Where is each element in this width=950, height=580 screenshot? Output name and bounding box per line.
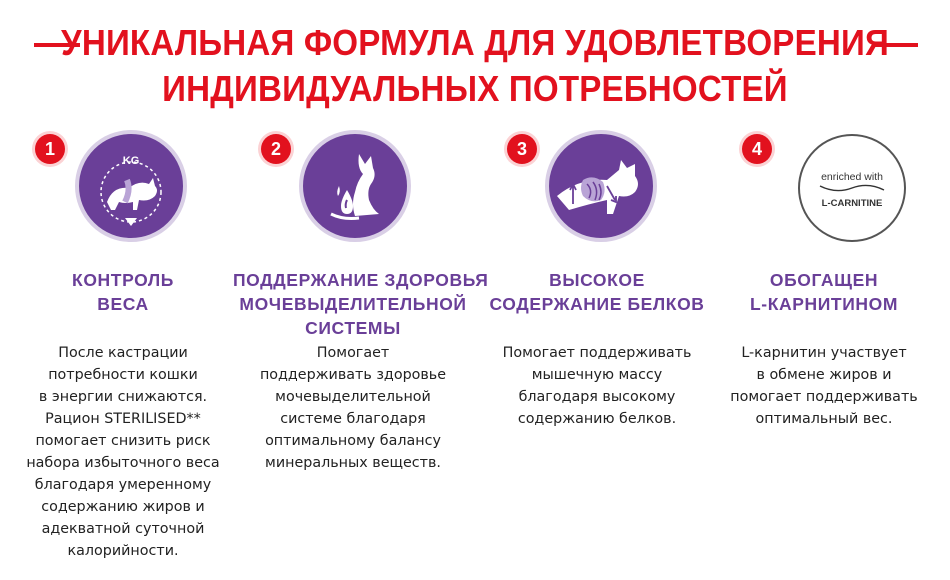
- heading-line: КОНТРОЛЬ: [72, 270, 174, 290]
- desc-line: мышечную массу: [531, 367, 663, 383]
- heading-line: ВЕСА: [97, 294, 149, 314]
- feature-heading: [3, 268, 243, 316]
- feature-number-badge: 3: [507, 134, 537, 164]
- desc-line: оптимальному балансу: [265, 433, 441, 449]
- desc-line: Помогает: [316, 345, 390, 361]
- feature-description: [704, 342, 944, 430]
- heading-line: L-КАРНИТИНОМ: [749, 294, 899, 314]
- feature-heading: [233, 268, 489, 340]
- weight-control-cat-icon: [75, 130, 187, 242]
- feature-description: [477, 342, 717, 430]
- desc-line: содержанию жиров и: [41, 499, 205, 515]
- desc-line: минеральных веществ.: [265, 455, 441, 471]
- badge-text-enriched: enriched with: [821, 171, 883, 183]
- desc-line: После кастрации: [58, 345, 188, 361]
- feature-number-badge: 2: [261, 134, 291, 164]
- feature-heading: [477, 268, 717, 316]
- desc-line: содержанию белков.: [517, 411, 677, 427]
- feature-number-badge: 1: [35, 134, 65, 164]
- desc-line: оптимальный вес.: [755, 411, 893, 427]
- desc-line: поддерживать здоровье: [259, 367, 447, 383]
- heading-line: СОДЕРЖАНИЕ БЕЛКОВ: [489, 294, 705, 314]
- heading-line: МОЧЕВЫДЕЛИТЕЛЬНОЙ: [239, 294, 467, 314]
- feature-heading: [704, 268, 944, 316]
- l-carnitine-badge-icon: [798, 134, 906, 242]
- desc-line: в энергии снижаются.: [38, 389, 208, 405]
- heading-line: ПОДДЕРЖАНИЕ ЗДОРОВЬЯ: [233, 270, 489, 290]
- feature-number-badge: 4: [742, 134, 772, 164]
- heading-line: ОБОГАЩЕН: [769, 270, 879, 290]
- desc-line: благодаря высокому: [518, 389, 676, 405]
- title-line-1: УНИКАЛЬНАЯ ФОРМУЛА ДЛЯ УДОВЛЕТВОРЕНИЯ: [61, 22, 889, 63]
- badge-text-carnitine: L-CARNITINE: [821, 198, 883, 209]
- desc-line: набора избыточного веса: [26, 455, 220, 471]
- desc-line: помогает поддерживать: [730, 389, 918, 405]
- desc-line: калорийности.: [67, 543, 179, 559]
- heading-line: ВЫСОКОЕ: [549, 270, 645, 290]
- desc-line: Помогает поддерживать: [502, 345, 692, 361]
- kg-label: KG: [122, 155, 140, 167]
- desc-line: в обмене жиров и: [756, 367, 892, 383]
- urinary-health-cat-icon: [299, 130, 411, 242]
- desc-line: помогает снизить риск: [35, 433, 211, 449]
- feature-description: [3, 342, 243, 562]
- desc-line: адекватной суточной: [41, 521, 205, 537]
- desc-line: системе благодаря: [280, 411, 426, 427]
- muscle-protein-cat-icon: [545, 130, 657, 242]
- page-title: [0, 20, 950, 112]
- desc-line: Рацион STERILISED**: [45, 411, 201, 427]
- feature-description: [233, 342, 473, 474]
- desc-line: L-карнитин участвует: [741, 345, 907, 361]
- desc-line: мочевыделительной: [275, 389, 431, 405]
- desc-line: благодаря умеренному: [34, 477, 212, 493]
- title-line-2: ИНДИВИДУАЛЬНЫХ ПОТРЕБНОСТЕЙ: [162, 68, 788, 109]
- heading-line: СИСТЕМЫ: [305, 318, 401, 338]
- desc-line: потребности кошки: [48, 367, 198, 383]
